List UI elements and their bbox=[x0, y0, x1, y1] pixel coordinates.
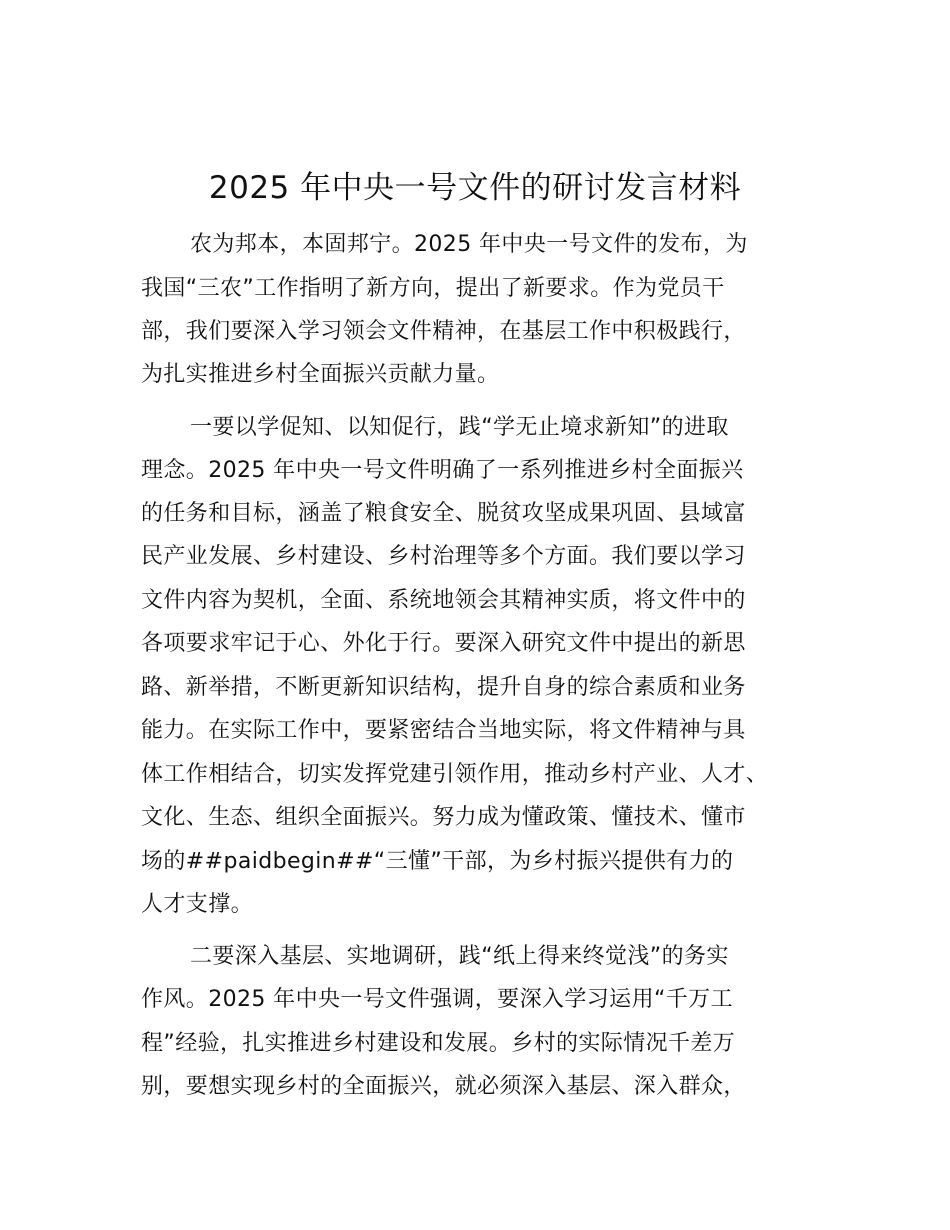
paragraph-2-line-5: 文件内容为契机，全面、系统地领会其精神实质，将文件中的 bbox=[141, 588, 746, 613]
paragraph-3-line-4: 别，要想实现乡村的全面振兴，就必须深入基层、深入群众， bbox=[141, 1074, 746, 1099]
paragraph-2-line-12: 人才支撑。 bbox=[141, 892, 254, 917]
paragraph-2-line-2: 理念。2025 年中央一号文件明确了一系列推进乡村全面振兴 bbox=[141, 458, 744, 483]
paragraph-3-line-3: 程”经验，扎实推进乡村建设和发展。乡村的实际情况千差万 bbox=[141, 1031, 736, 1056]
paragraph-3-line-1: 二要深入基层、实地调研，践“纸上得来终觉浅”的务实 bbox=[190, 944, 729, 969]
paragraph-2-line-11: 场的##paidbegin##“三懂”干部，为乡村振兴提供有力的 bbox=[141, 849, 734, 874]
paragraph-2-line-8: 能力。在实际工作中，要紧密结合当地实际，将文件精神与具 bbox=[141, 718, 746, 743]
paragraph-2-line-4: 民产业发展、乡村建设、乡村治理等多个方面。我们要以学习 bbox=[141, 544, 746, 569]
paragraph-2-line-10: 文化、生态、组织全面振兴。努力成为懂政策、懂技术、懂市 bbox=[141, 805, 746, 830]
paragraph-2-line-7: 路、新举措，不断更新知识结构，提升自身的综合素质和业务 bbox=[141, 675, 746, 700]
paragraph-2-line-6: 各项要求牢记于心、外化于行。要深入研究文件中提出的新思 bbox=[141, 631, 746, 656]
paragraph-1-line-4: 为扎实推进乡村全面振兴贡献力量。 bbox=[141, 362, 500, 387]
paragraph-2-line-9: 体工作相结合，切实发挥党建引领作用，推动乡村产业、人才、 bbox=[141, 762, 769, 787]
document-title: 2025 年中央一号文件的研讨发言材料 bbox=[208, 170, 742, 206]
paragraph-1-line-1: 农为邦本，本固邦宁。2025 年中央一号文件的发布，为 bbox=[190, 232, 748, 257]
paragraph-3-line-2: 作风。2025 年中央一号文件强调，要深入学习运用“千万工 bbox=[141, 987, 733, 1012]
paragraph-2-line-3: 的任务和目标，涵盖了粮食安全、脱贫攻坚成果巩固、县域富 bbox=[141, 501, 746, 526]
paragraph-2-line-1: 一要以学促知、以知促行，践“学无止境求新知”的进取 bbox=[190, 415, 729, 440]
paragraph-1-line-3: 部，我们要深入学习领会文件精神，在基层工作中积极践行， bbox=[141, 319, 746, 344]
paragraph-1-line-2: 我国“三农”工作指明了新方向，提出了新要求。作为党员干 bbox=[141, 276, 725, 301]
